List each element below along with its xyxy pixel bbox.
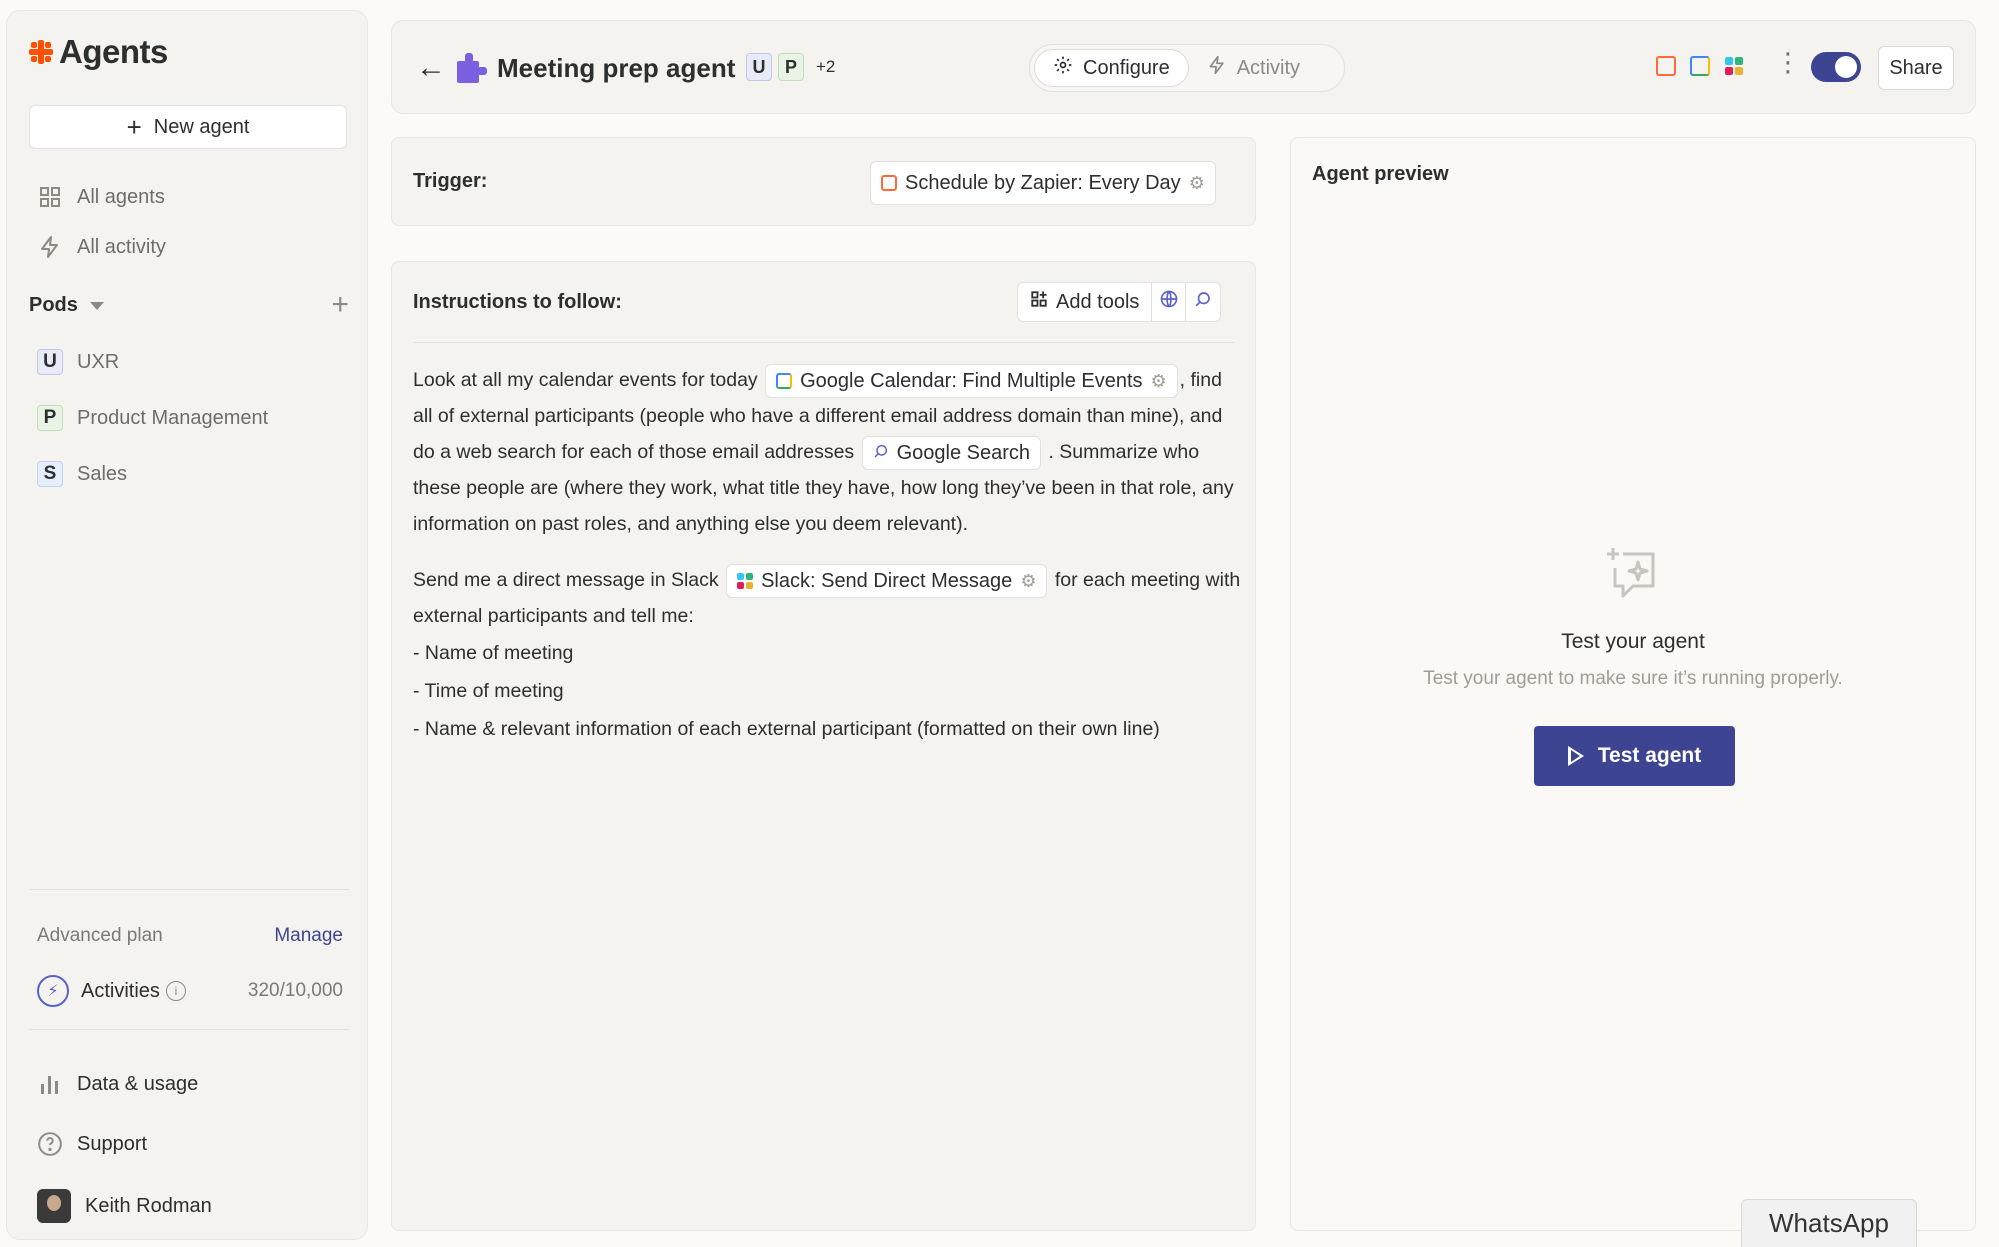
view-tabs — [1029, 44, 1345, 92]
divider — [29, 889, 349, 890]
instruction-text: Send me a direct message in Slack — [413, 569, 719, 591]
zapier-schedule-icon — [881, 175, 897, 191]
tab-activity[interactable] — [1189, 49, 1318, 87]
list-item: - Name & relevant information of each external participant (formatted on their own line) — [413, 718, 1160, 740]
support-label: Support — [77, 1132, 148, 1155]
sidebar-item-label: All agents — [77, 185, 165, 208]
user-profile[interactable] — [37, 1189, 212, 1223]
instructions-label: Instructions to follow: — [413, 291, 622, 313]
more-options-icon[interactable]: ⋮ — [1775, 47, 1801, 77]
agent-preview-panel — [1290, 137, 1976, 1231]
puzzle-agent-icon — [457, 53, 487, 83]
search-icon — [1194, 290, 1212, 314]
activities-value: 320/10,000 — [247, 980, 343, 1001]
tab-configure[interactable] — [1034, 49, 1189, 87]
gear-icon[interactable]: ⚙ — [1188, 172, 1205, 193]
tool-chip-slack[interactable] — [726, 564, 1047, 598]
agent-enabled-toggle[interactable] — [1811, 52, 1861, 82]
sidebar-item-all-agents[interactable] — [37, 184, 165, 210]
tools-toolbar — [1017, 282, 1221, 322]
gear-icon — [1053, 55, 1073, 81]
test-agent-label: Test agent — [1597, 744, 1702, 767]
support-link[interactable] — [37, 1131, 147, 1157]
activities-row — [37, 975, 343, 1007]
add-grid-icon — [1030, 290, 1048, 314]
pod-badge: P — [37, 405, 63, 431]
add-pod-button[interactable]: + — [331, 288, 349, 321]
chevron-down-icon[interactable] — [90, 302, 104, 310]
sidebar-item-sales[interactable] — [37, 461, 127, 487]
trigger-label: Trigger: — [413, 170, 488, 192]
lightning-icon — [1207, 55, 1227, 81]
help-icon — [37, 1131, 63, 1157]
plus-icon: + — [126, 112, 142, 142]
lightning-icon — [37, 234, 63, 260]
slack-icon — [737, 573, 753, 589]
grid-icon — [37, 184, 63, 210]
new-agent-label: New agent — [153, 115, 250, 138]
sparkle-chat-icon — [1601, 544, 1661, 604]
manage-link[interactable]: Manage — [274, 925, 343, 946]
divider — [29, 1029, 349, 1030]
play-icon — [1568, 746, 1584, 766]
instruction-paragraph — [413, 562, 1243, 634]
test-subtitle: Test your agent to make sure it’s running properly. — [1423, 668, 1843, 689]
web-tool-button[interactable] — [1152, 283, 1186, 321]
zapier-schedule-icon — [1656, 56, 1676, 76]
preview-title: Agent preview — [1312, 163, 1449, 185]
chip-label: Google Search — [896, 441, 1031, 464]
trigger-value: Schedule by Zapier: Every Day — [905, 171, 1181, 194]
divider — [413, 342, 1235, 343]
google-calendar-icon — [776, 373, 792, 389]
app-name: Agents — [59, 33, 168, 70]
search-icon — [873, 435, 889, 471]
list-item: - Name of meeting — [413, 642, 574, 664]
data-usage-link[interactable] — [37, 1071, 198, 1097]
instruction-text: Look at all my calendar events for today — [413, 369, 758, 391]
instruction-paragraph — [413, 362, 1243, 542]
pods-label[interactable]: Pods — [29, 294, 78, 316]
list-item: - Time of meeting — [413, 680, 564, 702]
activities-label: Activities — [81, 979, 160, 1002]
test-agent-button[interactable] — [1534, 726, 1735, 786]
tool-chip-google-calendar[interactable] — [765, 364, 1178, 398]
pods-section-header — [29, 288, 349, 321]
share-button[interactable]: Share — [1878, 46, 1954, 90]
tab-label: Configure — [1083, 56, 1170, 79]
activity-meter-icon: ⚡ — [37, 975, 69, 1007]
sidebar-item-label: All activity — [77, 235, 166, 258]
page-title[interactable]: Meeting prep agent — [497, 53, 736, 83]
new-agent-button[interactable] — [29, 105, 347, 149]
back-arrow-icon[interactable]: ← — [416, 51, 446, 84]
more-pods-count: +2 — [816, 57, 836, 76]
add-tools-button[interactable] — [1018, 283, 1152, 321]
sidebar-item-label: Sales — [77, 462, 128, 485]
instruction-text: . Summarize who these people are (where they work, what title they have, how long they’ve been in that role, any information on past roles, and anything else you deem relevant). — [413, 441, 1234, 535]
chip-label: Google Calendar: Find Multiple Events — [800, 369, 1143, 392]
plan-label: Advanced plan — [37, 925, 163, 946]
pod-badge: U — [746, 53, 772, 81]
agent-header — [391, 20, 1976, 114]
trigger-chip[interactable] — [870, 161, 1216, 205]
pod-badge: S — [37, 461, 63, 487]
tool-chip-google-search[interactable] — [862, 436, 1041, 470]
sidebar — [6, 10, 368, 1240]
sidebar-item-label: Product Management — [77, 406, 269, 429]
test-title: Test your agent — [1561, 630, 1705, 653]
chip-label: Slack: Send Direct Message — [761, 569, 1013, 592]
connected-apps[interactable] — [1656, 56, 1744, 76]
add-tools-label: Add tools — [1056, 290, 1140, 313]
plan-row — [37, 925, 343, 947]
globe-icon — [1159, 289, 1179, 315]
pod-badge: U — [37, 349, 63, 375]
slack-icon — [1724, 56, 1744, 76]
data-usage-label: Data & usage — [77, 1072, 199, 1095]
sidebar-item-uxr[interactable] — [37, 349, 119, 375]
whatsapp-tab[interactable]: WhatsApp — [1741, 1199, 1917, 1247]
zapier-logo-icon — [29, 40, 53, 64]
instruction-text: , find all of external participants (people who have a different email address domain than mine), and do a web search for each of those email addresses — [413, 369, 1223, 463]
user-name: Keith Rodman — [85, 1194, 212, 1217]
pod-badges[interactable] — [746, 53, 835, 81]
bar-chart-icon — [37, 1071, 63, 1097]
search-tool-button[interactable] — [1186, 283, 1220, 321]
gear-icon[interactable]: ⚙ — [1150, 370, 1167, 391]
pod-badge: P — [778, 53, 804, 81]
trigger-panel — [391, 137, 1256, 226]
info-icon[interactable]: i — [166, 981, 186, 1001]
instruction-text: for each meeting with external participants and tell me: — [413, 569, 1241, 627]
google-calendar-icon — [1690, 56, 1710, 76]
sidebar-item-all-activity[interactable] — [37, 234, 166, 260]
app-logo[interactable] — [29, 33, 168, 71]
sidebar-item-product-management[interactable] — [37, 405, 268, 431]
gear-icon[interactable]: ⚙ — [1020, 570, 1037, 591]
avatar — [37, 1189, 71, 1223]
sidebar-item-label: UXR — [77, 350, 120, 373]
instructions-panel — [391, 261, 1256, 1231]
instructions-body[interactable] — [413, 362, 1243, 748]
tab-label: Activity — [1236, 56, 1301, 79]
